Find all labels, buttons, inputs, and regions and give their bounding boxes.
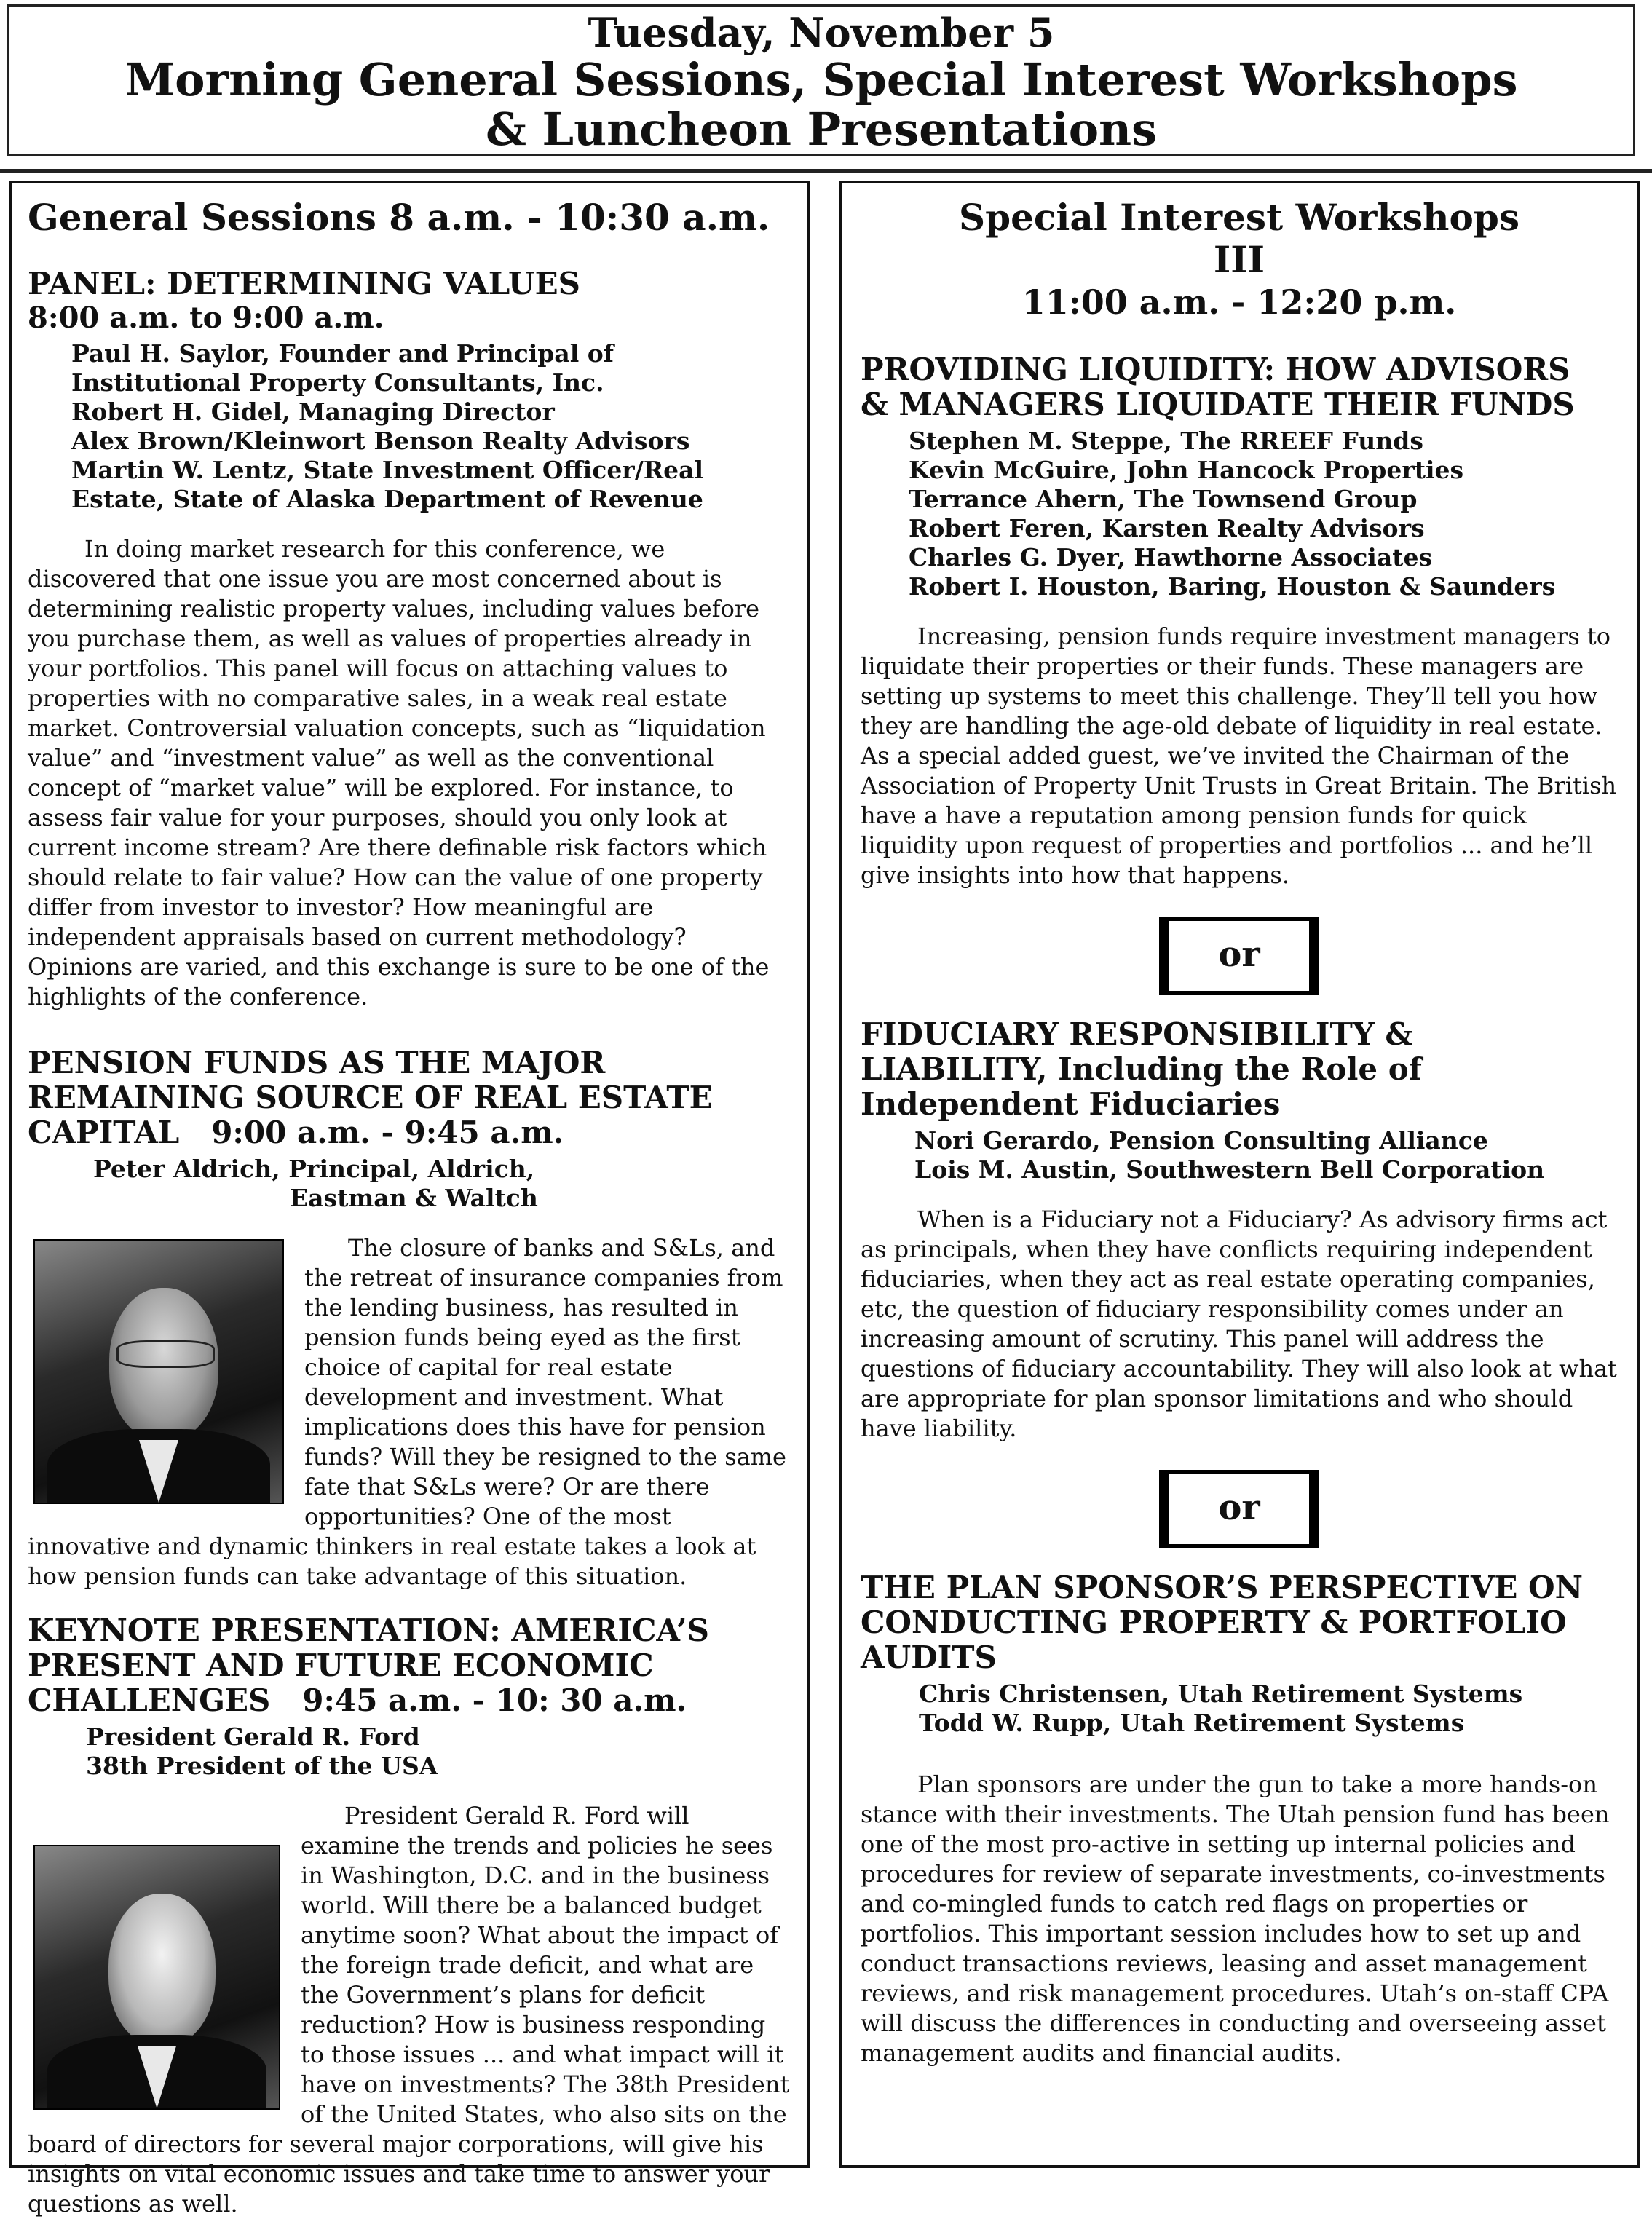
speaker-line: Nori Gerardo, Pension Consulting Alliance bbox=[914, 1126, 1488, 1155]
session-title bbox=[28, 1683, 791, 1718]
workshops-number: III bbox=[1213, 238, 1265, 281]
speaker-line: Peter Aldrich, Principal, Aldrich, bbox=[93, 1155, 535, 1183]
workshop-title: AUDITS bbox=[861, 1639, 997, 1675]
workshop-description bbox=[861, 1770, 1618, 2068]
speaker-line: Robert I. Houston, Baring, Houston & Saunders bbox=[909, 572, 1556, 601]
speaker-photo-aldrich bbox=[33, 1239, 284, 1504]
workshop-title: THE PLAN SPONSOR’S PERSPECTIVE ON bbox=[861, 1570, 1584, 1605]
speaker-line: Eastman & Waltch bbox=[290, 1184, 538, 1212]
workshop-description bbox=[861, 622, 1618, 890]
general-sessions-column bbox=[9, 181, 810, 2218]
session-title: KEYNOTE PRESENTATION: AMERICA’S bbox=[28, 1613, 709, 1648]
speaker-list bbox=[93, 1155, 791, 1213]
workshops-column bbox=[839, 181, 1640, 2168]
workshop-plan-sponsor bbox=[861, 1570, 1618, 2068]
session-title: REMAINING SOURCE OF REAL ESTATE bbox=[28, 1080, 713, 1115]
speaker-line: Chris Christensen, Utah Retirement Systems bbox=[919, 1680, 1523, 1708]
speaker-line: President Gerald R. Ford bbox=[86, 1722, 420, 1751]
speaker-line: Lois M. Austin, Southwestern Bell Corporation bbox=[914, 1155, 1545, 1184]
session-time: 9:45 a.m. - 10: 30 a.m. bbox=[302, 1682, 687, 1718]
speaker-list bbox=[919, 1680, 1618, 1738]
speaker-photo-ford bbox=[33, 1845, 280, 2110]
speaker-line: Institutional Property Consultants, Inc. bbox=[71, 368, 604, 397]
speaker-line: Alex Brown/Kleinwort Benson Realty Advisors bbox=[71, 427, 690, 455]
workshop-title: & MANAGERS LIQUIDATE THEIR FUNDS bbox=[861, 387, 1575, 422]
session-time: 9:00 a.m. - 9:45 a.m. bbox=[211, 1115, 564, 1150]
header-title-line1: Morning General Sessions, Special Interest Workshops bbox=[125, 53, 1518, 106]
speaker-line: Stephen M. Steppe, The RREEF Funds bbox=[909, 427, 1423, 455]
workshop-liquidity bbox=[861, 352, 1618, 890]
header-title-line2: & Luncheon Presentations bbox=[485, 103, 1158, 156]
session-time: 8:00 a.m. to 9:00 a.m. bbox=[28, 301, 384, 335]
speaker-list bbox=[71, 339, 791, 514]
workshops-time: 11:00 a.m. - 12:20 p.m. bbox=[1021, 282, 1457, 322]
or-divider: or bbox=[1159, 1470, 1319, 1548]
speaker-line: Robert H. Gidel, Managing Director bbox=[71, 397, 555, 426]
description-text: The closure of banks and S&Ls, and the retreat of insurance companies from the lending business, has resulted in pension funds being eyed as the first choice of capital for real estate development and investment. What implications does this have for pension funds? Will they be resigned to the same fate that S&Ls were? Or are there opportunities? One of the most innovative and dynamic thinkers in real estate takes a look at how pension funds can take advantage of this situation. bbox=[28, 1234, 786, 1590]
workshop-description bbox=[861, 1205, 1618, 1444]
workshops-heading: Special Interest Workshops bbox=[959, 196, 1519, 239]
workshop-title: LIABILITY, Including the Role of bbox=[861, 1051, 1422, 1087]
session-description bbox=[28, 1801, 791, 2219]
speaker-line: Todd W. Rupp, Utah Retirement Systems bbox=[919, 1709, 1465, 1737]
speaker-line: Paul H. Saylor, Founder and Principal of bbox=[71, 339, 614, 368]
session-title: PANEL: DETERMINING VALUES bbox=[28, 266, 580, 301]
speaker-line: Estate, State of Alaska Department of Revenue bbox=[71, 485, 703, 513]
workshop-title: Independent Fiduciaries bbox=[861, 1086, 1281, 1122]
description-text: Plan sponsors are under the gun to take a more hands-on stance with their investments. The Utah pension fund has been one of the most pro-active in setting up internal policies and procedures for review of separate investments, co-investments and co-mingled funds to catch red flags on properties or portfolios. This important session includes how to set up and conduct transactions reviews, leasing and asset management reviews, and risk management procedures. Utah’s on-staff CPA will discuss the differences in conducting and overseeing asset management audits and financial audits. bbox=[861, 1771, 1610, 2067]
speaker-line: Robert Feren, Karsten Realty Advisors bbox=[909, 514, 1425, 542]
session-description bbox=[28, 534, 791, 1012]
session-pension-funds bbox=[28, 1045, 791, 1591]
description-text: When is a Fiduciary not a Fiduciary? As advisory firms act as principals, when they have conflicts requiring independent fiduciaries, when they act as real estate operating companies, etc, the question of fiduciary responsibility comes under an increasing amount of scrutiny. This panel will address the questions of fiduciary accountability. They will also look at what are appropriate for plan sponsor limitations and who should have liability. bbox=[861, 1206, 1618, 1442]
speaker-list bbox=[914, 1126, 1618, 1184]
session-description bbox=[28, 1233, 791, 1591]
session-determining-values bbox=[28, 266, 791, 1012]
speaker-list bbox=[86, 1722, 791, 1781]
or-divider: or bbox=[1159, 917, 1319, 995]
header-date: Tuesday, November 5 bbox=[588, 9, 1055, 56]
workshop-title: CONDUCTING PROPERTY & PORTFOLIO bbox=[861, 1605, 1567, 1640]
general-sessions-heading: General Sessions 8 a.m. - 10:30 a.m. bbox=[28, 196, 770, 239]
workshop-title: PROVIDING LIQUIDITY: HOW ADVISORS bbox=[861, 352, 1570, 387]
description-text: President Gerald R. Ford will examine the trends and policies he sees in Washington, D.C. and in the business world. Will there be a balanced budget anytime soon? What about the impact of the foreign trade deficit, and what are the Government’s plans for deficit reduction? How is business responding to those issues ... and what impact will it have on investments? The 38th President of the United States, who also sits on the board of directors for several major corporations, will give his insights on vital economic issues and take time to answer your questions as well. bbox=[28, 1802, 790, 2218]
speaker-line: Kevin McGuire, John Hancock Properties bbox=[909, 456, 1464, 484]
session-title: PENSION FUNDS AS THE MAJOR bbox=[28, 1045, 606, 1080]
session-title: PRESENT AND FUTURE ECONOMIC bbox=[28, 1648, 654, 1683]
session-title-part: CHALLENGES bbox=[28, 1682, 271, 1718]
speaker-line: Charles G. Dyer, Hawthorne Associates bbox=[909, 543, 1433, 571]
speaker-line: Terrance Ahern, The Townsend Group bbox=[909, 485, 1418, 513]
session-title bbox=[28, 1115, 791, 1150]
description-text: Increasing, pension funds require investment managers to liquidate their properties or their funds. These managers are setting up systems to meet this challenge. They’ll tell you how they are handling the age-old debate of liquidity in real estate. As a special added guest, we’ve invited the Chairman of the Association of Property Unit Trusts in Great Britain. The British have a have a reputation among pension funds for quick liquidity upon request of properties and portfolios ... and he’ll give insights into how that happens. bbox=[861, 622, 1617, 889]
session-keynote bbox=[28, 1613, 791, 2219]
speaker-line: Martin W. Lentz, State Investment Officer/Real bbox=[71, 456, 704, 484]
workshop-fiduciary bbox=[861, 1017, 1618, 1444]
page-header bbox=[7, 4, 1635, 156]
session-title-part: CAPITAL bbox=[28, 1115, 180, 1150]
speaker-list bbox=[909, 427, 1618, 601]
header-rule bbox=[0, 169, 1652, 173]
workshop-title: FIDUCIARY RESPONSIBILITY & bbox=[861, 1016, 1413, 1052]
description-text: In doing market research for this conference, we discovered that one issue you are most concerned about is determining realistic property values, including values before you purchase them, as well as values of properties already in your portfolios. This panel will focus on attaching values to properties with no comparative sales, in a weak real estate market. Controversial valuation concepts, such as “liquidation value” and “investment value” as well as the conventional concept of “market value” will be explored. For instance, to assess fair value for your purposes, should you only look at current income stream? Are there definable risk factors which should relate to fair value? How can the value of one property differ from investor to investor? How meaningful are independent appraisals based on current methodology? Opinions are varied, and this exchange is sure to be one of the highlights of the conference. bbox=[28, 535, 770, 1010]
speaker-line: 38th President of the USA bbox=[86, 1752, 438, 1780]
